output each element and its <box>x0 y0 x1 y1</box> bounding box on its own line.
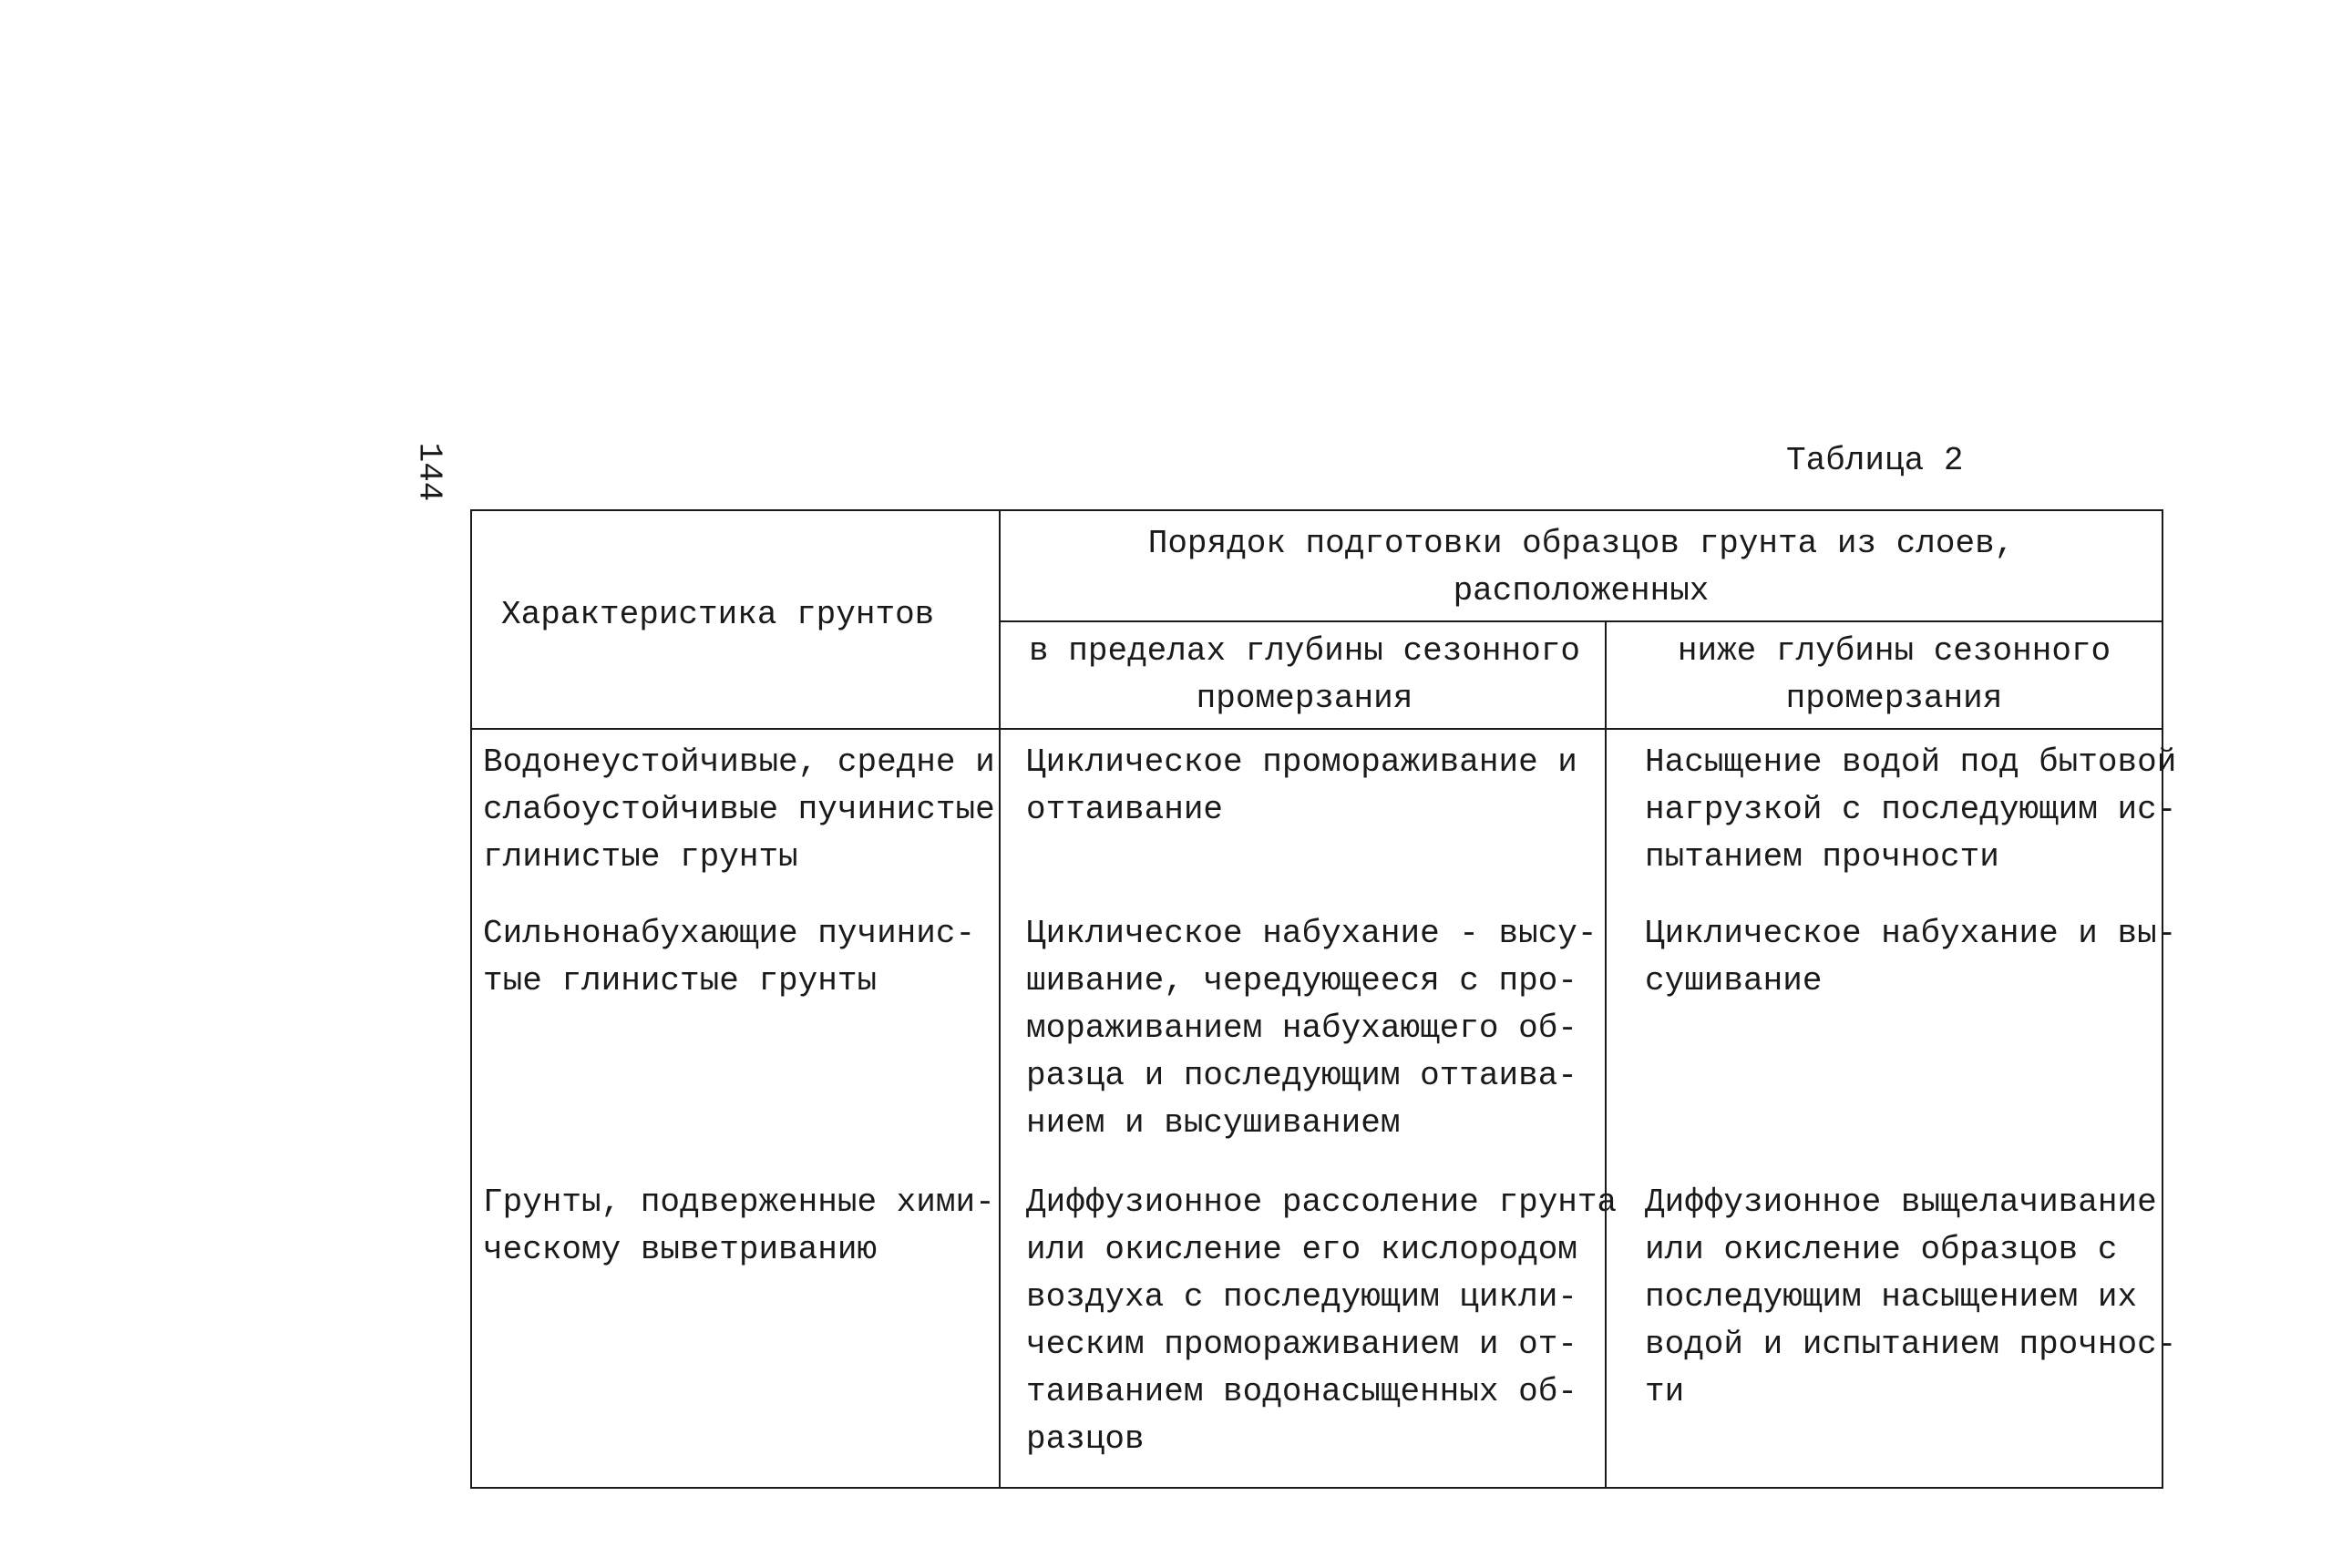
table-body <box>471 729 2177 1488</box>
cell-below-depth: Диффузионное выщелачивание или окисление образцов с последующим насыщением их водой и испытанием прочнос- ти <box>1606 1170 2162 1488</box>
table-header <box>471 510 2162 729</box>
soil-preparation-table <box>470 509 2177 1489</box>
table-row <box>471 901 2162 1170</box>
header-within-freezing-depth: в пределах глубины сезонного промерзания <box>1000 621 1606 729</box>
header-preparation-order: Порядок подготовки образцов грунта из слоев, расположенных <box>1000 510 2162 621</box>
table-row <box>471 1170 2162 1488</box>
table-caption: Таблица 2 <box>1786 442 1964 479</box>
header-below-freezing-depth: ниже глубины сезонного промерзания <box>1606 621 2162 729</box>
page-number: 144 <box>410 442 448 502</box>
cell-within-depth: Циклическое промораживание и оттаивание <box>1000 729 1606 901</box>
header-characteristic: Характеристика грунтов <box>471 510 1000 729</box>
cell-below-depth: Насыщение водой под бытовой нагрузкой с последующим ис- пытанием прочности <box>1606 729 2162 901</box>
table-row <box>471 729 2162 901</box>
cell-within-depth: Диффузионное рассоление грунта или окисление его кислородом воздуха с последующим цикли- ческим промораживанием и от- таиванием водонасыщенных об- разцов <box>1000 1170 1606 1488</box>
cell-characteristic: Водонеустойчивые, средне и слабоустойчивые пучинистые глинистые грунты <box>471 729 1000 901</box>
cell-characteristic: Грунты, подверженные хими- ческому выветриванию <box>471 1170 1000 1488</box>
cell-characteristic: Сильнонабухающие пучинис- тые глинистые грунты <box>471 901 1000 1170</box>
cell-below-depth: Циклическое набухание и вы- сушивание <box>1606 901 2162 1170</box>
cell-within-depth: Циклическое набухание - высу- шивание, чередующееся с про- мораживанием набухающего об- разца и последующим оттаива- нием и высушиванием <box>1000 901 1606 1170</box>
